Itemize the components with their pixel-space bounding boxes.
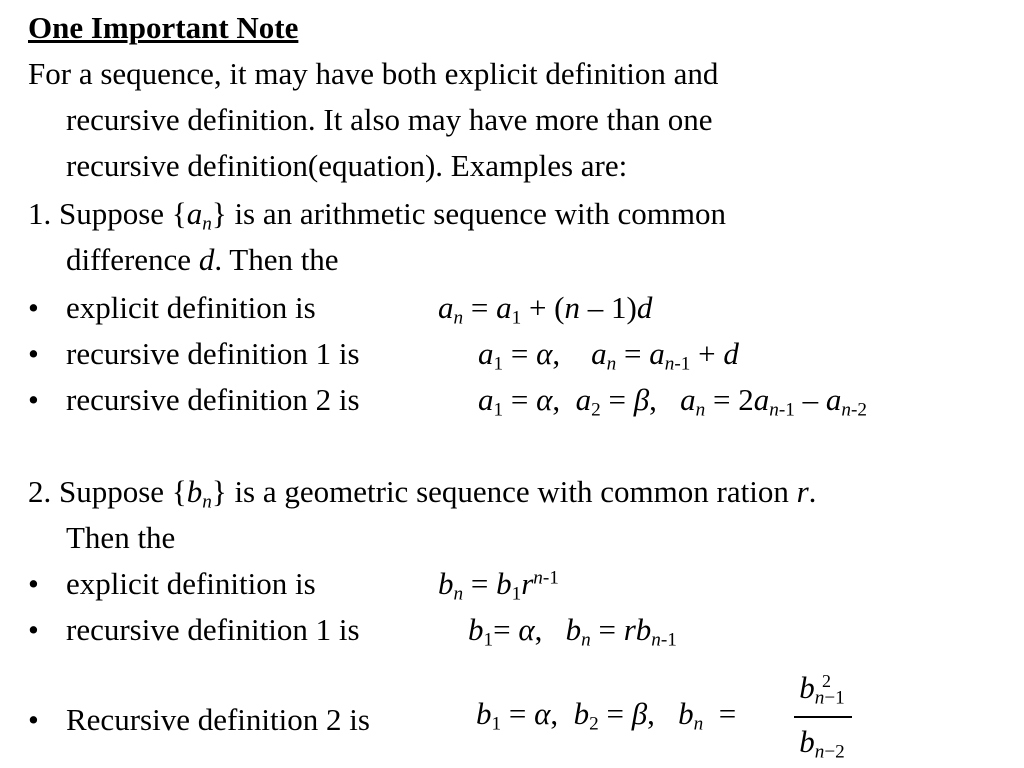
fraction-numerator: $b_{n-1}$ 2 — [799, 670, 845, 709]
ex1-bullet-1-label: explicit definition is — [66, 290, 316, 325]
example-1-line2-var: d — [198, 242, 215, 277]
bullet-icon: • — [28, 290, 39, 325]
example-1-var: a — [186, 196, 203, 231]
example-1-line2-a: difference — [66, 242, 199, 277]
example-2-period: . — [808, 474, 817, 509]
fraction-denominator: $b_{n-2}$ — [799, 724, 845, 763]
bullet-icon: • — [28, 566, 39, 601]
example-2-text-b: } is a geometric sequence with common ration — [211, 474, 797, 509]
ex2-bullet-2-formula: $b_1= \alpha$, $b_n = rb_{n-1}$ — [468, 612, 677, 651]
intro-line-3: recursive definition(equation). Examples are: — [66, 148, 628, 183]
ex1-bullet-3-formula: $a_1 = \alpha$, $a_2 = \beta$, $a_n = 2a_{n-1} - a_{n-2}$ — [478, 382, 867, 421]
example-2-text-a: Suppose { — [59, 474, 187, 509]
intro-line-2: recursive definition. It also may have more than one — [66, 102, 713, 137]
example-1-text-b: } is an arithmetic sequence with common — [211, 196, 726, 231]
example-1-line-2 — [66, 242, 339, 278]
bullet-icon: • — [28, 382, 39, 417]
ex1-bullet-1-formula: $a_n = a_1 + (n - 1)d$ — [438, 290, 653, 329]
note-title: One Important Note — [28, 10, 299, 45]
ex2-bullet-1-formula: $b_n = b_1r^{n-1}$ — [438, 566, 559, 605]
example-1-number: 1. — [28, 196, 52, 231]
ex2-bullet-3-label: Recursive definition 2 is — [66, 702, 370, 737]
ex2-bullet-1-label: explicit definition is — [66, 566, 316, 601]
bullet-icon: • — [28, 612, 39, 647]
fraction-bar — [794, 716, 852, 718]
intro-line-1: For a sequence, it may have both explicit definition and — [28, 56, 719, 91]
example-2-var: b — [186, 474, 203, 509]
bullet-icon: • — [28, 336, 39, 371]
ex2-bullet-2-label: recursive definition 1 is — [66, 612, 360, 647]
example-1-text-a: Suppose { — [59, 196, 187, 231]
example-2-line-1 — [28, 474, 817, 513]
ex1-bullet-3-label: recursive definition 2 is — [66, 382, 360, 417]
example-1-sub: n — [202, 213, 212, 235]
example-1-line-1 — [28, 196, 726, 235]
example-2-sub: n — [202, 491, 212, 513]
example-2-line-2: Then the — [66, 520, 176, 555]
ex1-bullet-2-formula: $a_1 = \alpha$, $a_n = a_{n-1} + d$ — [478, 336, 739, 375]
example-2-ratio: r — [796, 474, 809, 509]
bullet-icon: • — [28, 702, 39, 737]
fraction — [790, 670, 854, 766]
example-1-line2-b: . Then the — [214, 242, 339, 277]
example-2-number: 2. — [28, 474, 52, 509]
ex1-bullet-2-label: recursive definition 1 is — [66, 336, 360, 371]
ex2-bullet-3-formula: $b_1 = \alpha$, $b_2 = \beta$, $b_n$ = — [476, 696, 737, 735]
